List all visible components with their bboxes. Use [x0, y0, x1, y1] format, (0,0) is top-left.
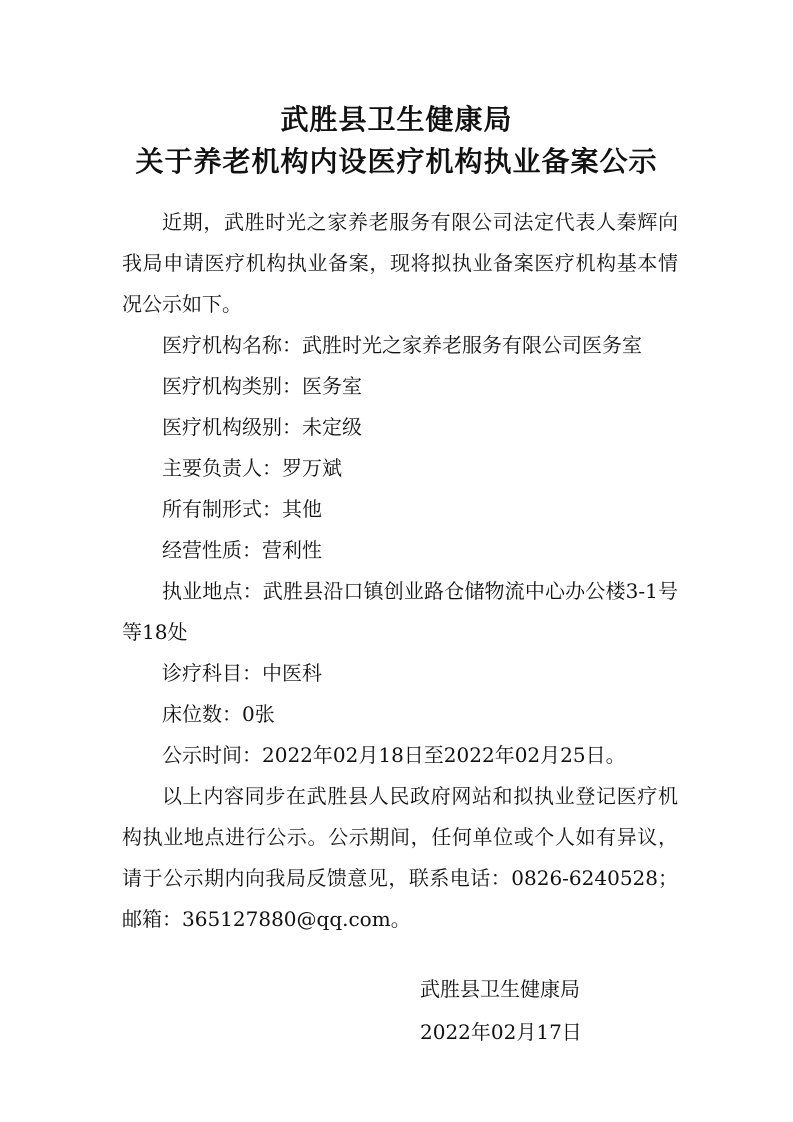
- field-bed-count: 床位数：0张: [162, 702, 275, 726]
- closing-paragraph: 以上内容同步在武胜县人民政府网站和拟执业登记医疗机构执业地点进行公示。公示期间，任何单位或个人如有异议，请于公示期内向我局反馈意见，联系电话：0826-6240528；邮箱：365127880@qq.com。: [122, 784, 678, 931]
- intro-paragraph: 近期，武胜时光之家养老服务有限公司法定代表人秦辉向我局申请医疗机构执业备案，现将拟执业备案医疗机构基本情况公示如下。: [122, 210, 678, 316]
- signature-org: 武胜县卫生健康局: [420, 977, 580, 1001]
- field-practice-location: 执业地点：武胜县沿口镇创业路仓储物流中心办公楼3-1号等18处: [122, 579, 678, 644]
- field-institution-name: 医疗机构名称：武胜时光之家养老服务有限公司医务室: [162, 333, 642, 357]
- signature-date: 2022年02月17日: [420, 1020, 582, 1044]
- field-publicity-period: 公示时间：2022年02月18日至2022年02月25日。: [162, 743, 626, 767]
- field-institution-type: 医疗机构类别：医务室: [162, 374, 362, 398]
- field-business-nature: 经营性质：营利性: [162, 538, 322, 562]
- field-person-in-charge: 主要负责人：罗万斌: [162, 456, 342, 480]
- document-body: [122, 202, 678, 940]
- field-ownership: 所有制形式：其他: [162, 497, 322, 521]
- document-title-line2: 关于养老机构内设医疗机构执业备案公示: [135, 145, 658, 178]
- field-institution-level: 医疗机构级别：未定级: [162, 415, 362, 439]
- document-title-line1: 武胜县卫生健康局: [280, 103, 513, 136]
- field-departments: 诊疗科目：中医科: [162, 661, 322, 685]
